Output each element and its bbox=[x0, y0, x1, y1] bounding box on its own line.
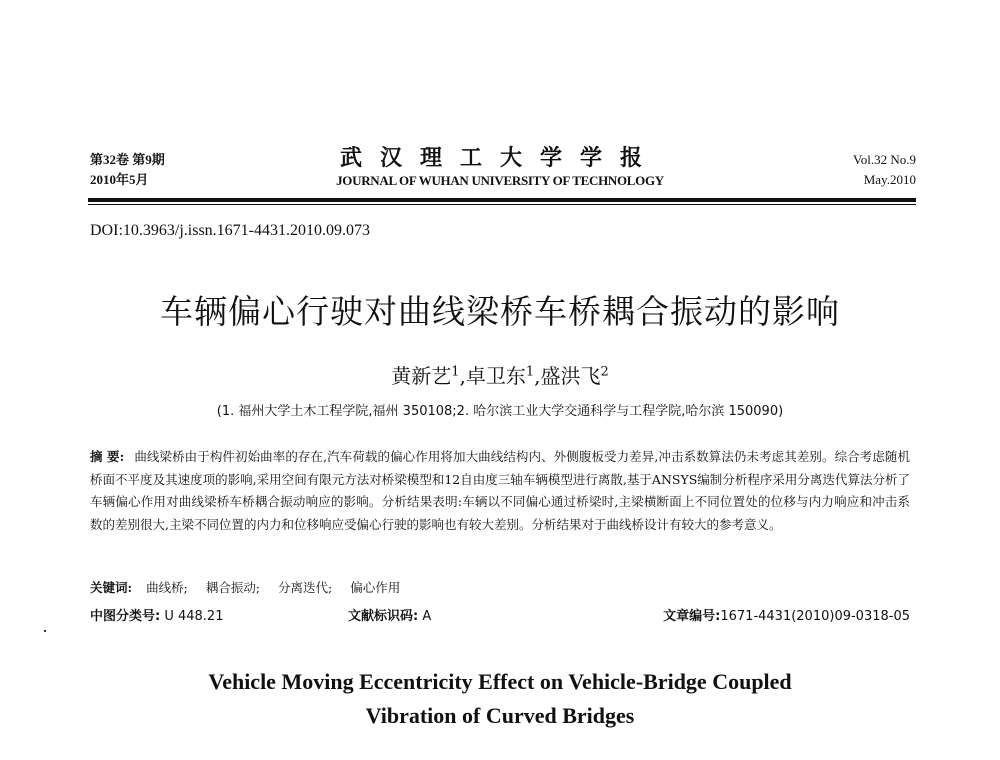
document-code-value: A bbox=[422, 609, 432, 624]
clc-label: 中图分类号: bbox=[90, 609, 161, 624]
author-affiliation-mark: 1 bbox=[525, 364, 535, 380]
abstract-label: 摘 要: bbox=[90, 449, 125, 464]
paper-title-cn: 车辆偏心行驶对曲线梁桥车桥耦合振动的影响 bbox=[160, 292, 840, 331]
document-code-label: 文献标识码: bbox=[348, 609, 419, 624]
paper-title-en-line2: Vibration of Curved Bridges bbox=[365, 703, 635, 728]
keyword: 偏心作用 bbox=[350, 580, 401, 595]
date-en: May.2010 bbox=[863, 172, 916, 187]
clc-number bbox=[90, 605, 223, 624]
doi: DOI:10.3963/j.issn.1671-4431.2010.09.073 bbox=[90, 222, 370, 239]
document-code bbox=[348, 605, 431, 624]
header-left bbox=[90, 150, 165, 190]
author-name: 盛洪飞 bbox=[540, 364, 601, 388]
keyword: 曲线桥; bbox=[146, 580, 188, 595]
article-number-label: 文章编号: bbox=[663, 609, 721, 624]
author-name: 卓卫东 bbox=[465, 364, 526, 388]
header-right bbox=[853, 150, 916, 190]
clc-value: U 448.21 bbox=[164, 609, 224, 624]
author-name: 黄新艺 bbox=[391, 364, 452, 388]
abstract-text: 曲线梁桥由于构件初始曲率的存在,汽车荷载的偏心作用将加大曲线结构内、外侧腹板受力差异,冲击系数算法仍未考虑其差别。综合考虑随机桥面不平度及其速度项的影响,采用空间有限元方法对桥梁模型和12自由度三轴车辆模型进行离散,基于ANSYS编制分析程序采用分离迭代算法分析了车辆偏心作用对曲线梁桥车桥耦合振动响应的影响。分析结果表明:车辆以不同偏心通过桥梁时,主梁横断面上不同位置处的位移与内力响应和冲击系数的差别很大,主梁不同位置的内力和位移响应受偏心行驶的影响也有较大差别。分析结果对于曲线桥设计有较大的参考意义。 bbox=[90, 449, 911, 532]
abstract bbox=[90, 446, 910, 536]
scan-speck bbox=[44, 630, 46, 632]
volume-issue-cn: 第32卷 第9期 bbox=[90, 152, 165, 167]
paper-title-en-line1: Vehicle Moving Eccentricity Effect on Vehicle-Bridge Coupled bbox=[208, 669, 792, 694]
author-affiliation-mark: 2 bbox=[600, 364, 609, 380]
journal-name-cn: 武汉理工大学学报 bbox=[339, 145, 660, 171]
keyword: 耦合振动; bbox=[205, 580, 261, 595]
keywords-label: 关键词: bbox=[90, 580, 133, 595]
date-cn: 2010年5月 bbox=[90, 172, 149, 187]
keyword: 分离迭代; bbox=[278, 580, 333, 595]
article-number bbox=[663, 605, 910, 624]
volume-issue-en: Vol.32 No.9 bbox=[853, 152, 916, 167]
author-separator: , bbox=[459, 364, 466, 388]
journal-name-en: JOURNAL OF WUHAN UNIVERSITY OF TECHNOLOGY bbox=[336, 173, 664, 188]
header-rule-thin bbox=[88, 204, 916, 205]
article-number-value: 1671-4431(2010)09-0318-05 bbox=[720, 609, 910, 624]
affiliations: (1. 福州大学土木工程学院,福州 350108;2. 哈尔滨工业大学交通科学与工程学院,哈尔滨 150090) bbox=[216, 404, 784, 419]
author-affiliation-mark: 1 bbox=[451, 364, 460, 380]
author-separator: , bbox=[534, 364, 541, 388]
authors bbox=[60, 360, 940, 389]
header-rule-thick bbox=[88, 198, 916, 202]
journal-header bbox=[290, 145, 710, 189]
paper-title-en bbox=[60, 665, 940, 733]
keywords bbox=[90, 578, 414, 596]
